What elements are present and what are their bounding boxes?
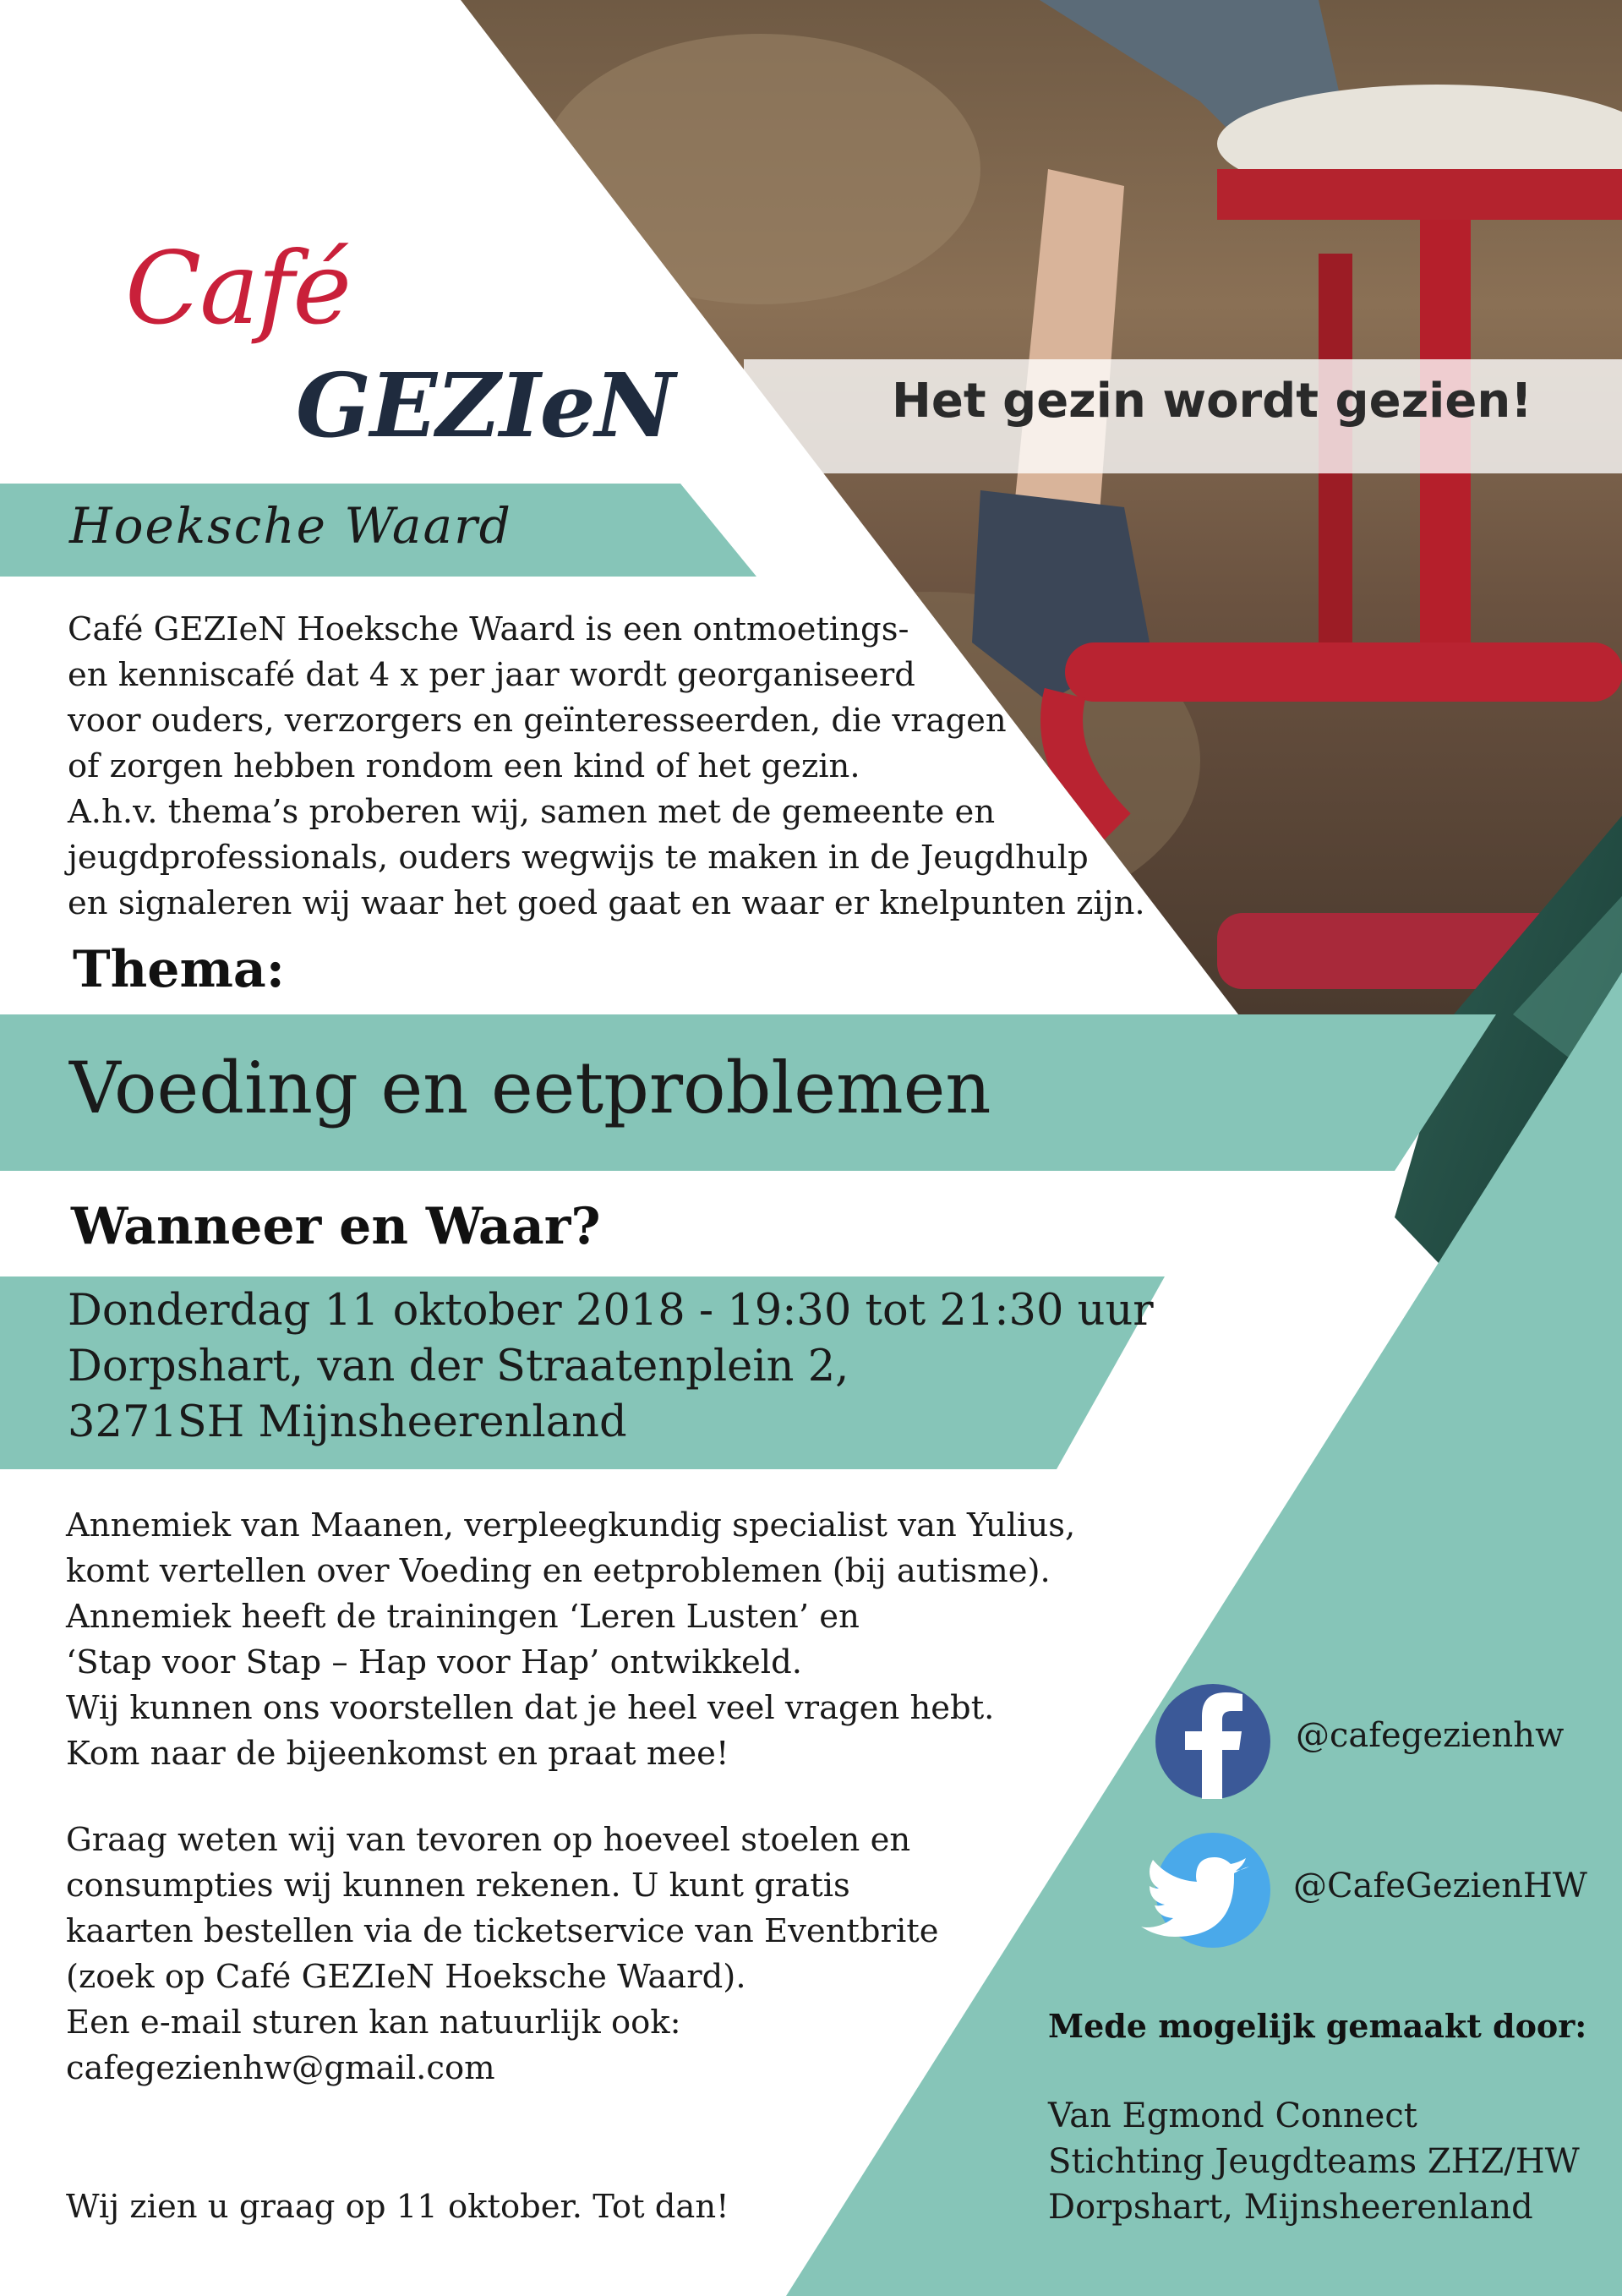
speaker-line: ‘Stap voor Stap – Hap voor Hap’ ontwikkeld.: [66, 1643, 803, 1681]
when-where-heading: Wanneer en Waar?: [71, 1197, 601, 1256]
event-date-time: Donderdag 11 oktober 2018 - 19:30 tot 21:30 uur: [68, 1286, 1154, 1336]
ticket-line: Graag weten wij van tevoren op hoeveel stoelen en: [66, 1821, 911, 1859]
intro-line: A.h.v. thema’s proberen wij, samen met de gemeente en: [68, 793, 996, 831]
ticket-line: kaarten bestellen via de ticketservice van Eventbrite: [66, 1912, 939, 1950]
speaker-line: komt vertellen over Voeding en eetproblemen (bij autisme).: [66, 1552, 1051, 1590]
credit-item: Stichting Jeugdteams ZHZ/HW: [1048, 2142, 1580, 2181]
closing-line: Wij zien u graag op 11 oktober. Tot dan!: [66, 2188, 729, 2226]
logo-gezien-text: GEZIeN: [296, 353, 674, 457]
facebook-handle[interactable]: @cafegezienhw: [1296, 1716, 1565, 1755]
theme-heading: Thema:: [73, 940, 285, 999]
event-postcode-city: 3271SH Mijnsheerenland: [68, 1397, 627, 1447]
ticket-line: Een e-mail sturen kan natuurlijk ook:: [66, 2004, 681, 2042]
intro-line: of zorgen hebben rondom een kind of het gezin.: [68, 747, 860, 785]
theme-title: Voeding en eetproblemen: [69, 1047, 991, 1129]
credit-item: Dorpshart, Mijnsheerenland: [1048, 2188, 1533, 2227]
when-where-details: [68, 1283, 1154, 1451]
tagline: Het gezin wordt gezien!: [892, 374, 1532, 429]
contact-email[interactable]: cafegezienhw@gmail.com: [66, 2049, 495, 2087]
intro-line: en signaleren wij waar het goed gaat en waar er knelpunten zijn.: [68, 884, 1145, 922]
speaker-line: Annemiek heeft de trainingen ‘Leren Lusten’ en: [66, 1598, 860, 1636]
speaker-line: Annemiek van Maanen, verpleegkundig specialist van Yulius,: [66, 1506, 1076, 1544]
ticket-line: consumpties wij kunnen rekenen. U kunt gratis: [66, 1867, 850, 1905]
intro-paragraph: [68, 607, 1145, 927]
credit-item: Van Egmond Connect: [1048, 2096, 1417, 2135]
twitter-handle[interactable]: @CafeGezienHW: [1293, 1867, 1587, 1905]
ticket-line: (zoek op Café GEZIeN Hoeksche Waard).: [66, 1958, 746, 1996]
credits-heading: Mede mogelijk gemaakt door:: [1048, 2007, 1587, 2045]
intro-line: jeugdprofessionals, ouders wegwijs te maken in de Jeugdhulp: [68, 839, 1089, 877]
intro-line: en kenniscafé dat 4 x per jaar wordt georganiseerd: [68, 656, 915, 694]
region-title: Hoeksche Waard: [69, 497, 512, 555]
facebook-icon: [1155, 1684, 1270, 1799]
intro-line: voor ouders, verzorgers en geïnteresseerden, die vragen: [68, 702, 1007, 740]
ticket-paragraph: [66, 1818, 939, 2091]
credits-list: [1048, 2093, 1580, 2230]
speaker-line: Wij kunnen ons voorstellen dat je heel veel vragen hebt.: [66, 1689, 995, 1727]
event-address: Dorpshart, van der Straatenplein 2,: [68, 1342, 849, 1391]
speaker-line: Kom naar de bijeenkomst en praat mee!: [66, 1735, 729, 1773]
intro-line: Café GEZIeN Hoeksche Waard is een ontmoetings-: [68, 610, 909, 648]
speaker-paragraph: [66, 1503, 1075, 1777]
logo-cafe-text: Café: [125, 230, 351, 347]
